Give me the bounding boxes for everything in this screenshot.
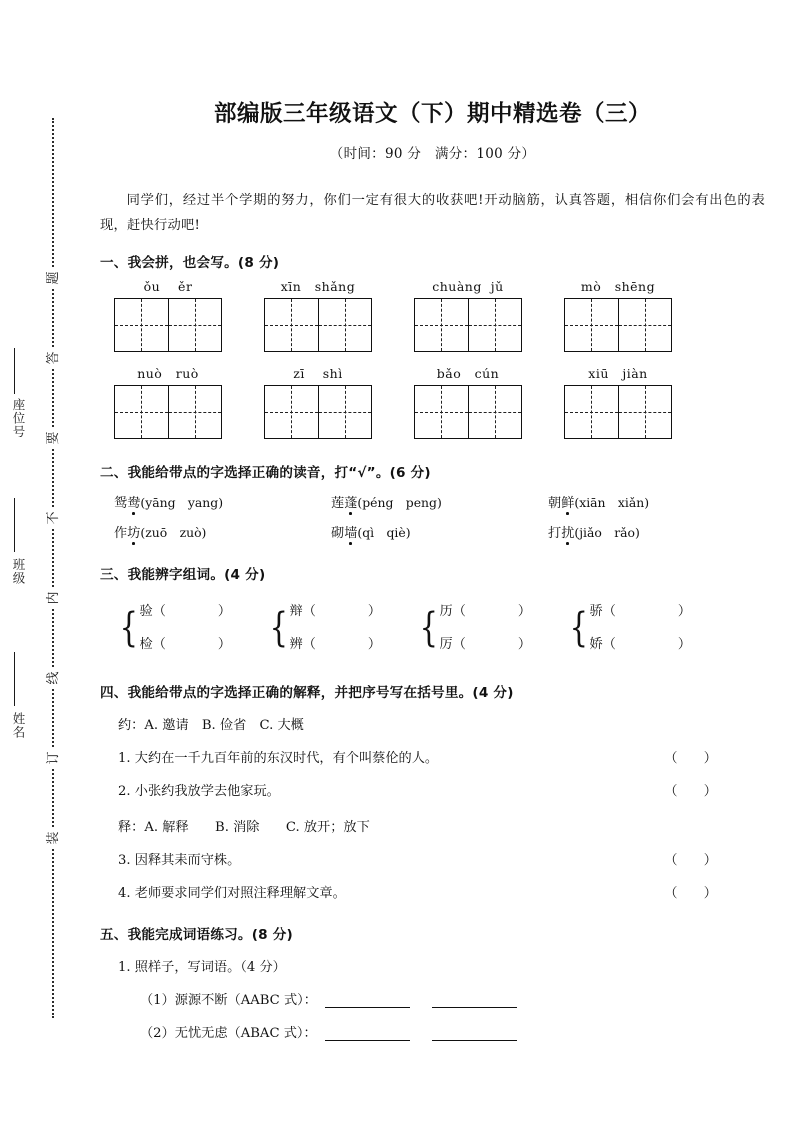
tianzi-grid[interactable] [114, 385, 222, 439]
seal-char-0: 题 [44, 268, 64, 288]
field-rule-name [14, 652, 15, 706]
word-prefix: 作 [114, 526, 128, 541]
brace-line[interactable] [139, 628, 231, 661]
pron-choice-item[interactable] [548, 522, 765, 541]
section-1-heading: 一、我会拼，也会写。(8 分) [100, 255, 280, 271]
brace-line[interactable] [139, 595, 231, 628]
brace-group [266, 595, 416, 661]
field-rule-seat-number [14, 348, 15, 394]
seal-char-1: 答 [44, 348, 64, 368]
pron-choice-item[interactable] [114, 492, 331, 511]
brace-line[interactable] [589, 595, 691, 628]
section-5-sub-1: 1. 照样子，写词语。（4 分） [118, 960, 286, 975]
brace-icon: { [569, 605, 588, 651]
pinyin-row-2 [100, 366, 765, 439]
pinyin-group [114, 279, 222, 352]
question-text: 3. 因释其耒而守株。 [118, 853, 241, 868]
paren-close: ） [217, 637, 232, 652]
char-label: 厉（ [439, 637, 466, 652]
paren-close: ） [517, 637, 532, 652]
tianzi-cell[interactable] [468, 386, 521, 438]
tianzi-cell[interactable] [415, 386, 468, 438]
tianzi-cell[interactable] [115, 299, 168, 351]
brace-line[interactable] [439, 595, 531, 628]
exam-meta-subtitle: （时间：90 分 满分：100 分） [329, 146, 536, 162]
seal-margin [0, 0, 78, 1122]
pinyin-group [414, 279, 522, 352]
brace-line[interactable] [289, 595, 381, 628]
field-label-name: 姓名 [11, 712, 26, 739]
pron-options: (zuō zuò) [140, 525, 207, 540]
pinyin-text: mò shēng [580, 279, 656, 294]
word-prefix: 朝 [548, 496, 562, 511]
seal-char-6: 订 [44, 748, 64, 768]
pinyin-text: chuàng jǔ [432, 279, 504, 294]
char-label: 历（ [439, 604, 466, 619]
paren-close: ） [367, 604, 382, 619]
brace-group [116, 595, 266, 661]
answer-blank[interactable] [325, 993, 410, 1008]
question-text: 4. 老师要求同学们对照注释理解文章。 [118, 886, 346, 901]
pron-options: (yāng yang) [140, 495, 224, 510]
word-prefix: 莲 [331, 496, 345, 511]
pinyin-text: nuò ruò [137, 366, 199, 381]
page-title: 部编版三年级语文（下）期中精选卷（三） [213, 101, 651, 127]
brace-group [566, 595, 716, 661]
seal-dotted-line [52, 118, 54, 1018]
pron-choice-item[interactable] [548, 492, 765, 511]
brace-line[interactable] [439, 628, 531, 661]
tianzi-grid[interactable] [264, 385, 372, 439]
char-label: 检（ [139, 637, 166, 652]
brace-line[interactable] [289, 628, 381, 661]
dotted-char: 墙 [344, 522, 357, 541]
pron-options: (xiān xiǎn) [574, 495, 650, 510]
tianzi-cell[interactable] [168, 299, 221, 351]
pinyin-text: zī shì [293, 366, 343, 381]
dotted-char: 鸯 [127, 492, 140, 511]
field-label-seat-number: 座位号 [11, 398, 26, 439]
tianzi-cell[interactable] [115, 386, 168, 438]
seal-char-7: 装 [44, 828, 64, 848]
brace-line[interactable] [589, 628, 691, 661]
answer-blank[interactable] [432, 993, 517, 1008]
tianzi-cell[interactable] [618, 386, 671, 438]
word-pattern-label: （1）源源不断（AABC 式）： [140, 993, 317, 1008]
tianzi-grid[interactable] [264, 298, 372, 352]
pron-choice-item[interactable] [331, 522, 548, 541]
brace-group [416, 595, 566, 661]
answer-paren[interactable]: （ ） [664, 751, 717, 766]
meaning-options-shi: 释：A. 解释 B. 消除 C. 放开；放下 [118, 820, 370, 835]
question-row [100, 882, 765, 901]
tianzi-cell[interactable] [318, 299, 371, 351]
pinyin-group [264, 366, 372, 439]
section-4-heading: 四、我能给带点的字选择正确的解释，并把序号写在括号里。(4 分) [100, 685, 514, 701]
char-label: 娇（ [589, 637, 616, 652]
section-5-heading: 五、我能完成词语练习。(8 分) [100, 927, 293, 943]
char-label: 辨（ [289, 637, 316, 652]
seal-char-2: 要 [44, 428, 64, 448]
question-row [100, 780, 765, 799]
question-row [100, 747, 765, 766]
intro-paragraph: 同学们，经过半个学期的努力，你们一定有很大的收获吧!开动脑筋，认真答题，相信你们会有出色的表现，赶快行动吧! [100, 193, 765, 233]
tianzi-grid[interactable] [114, 298, 222, 352]
dotted-char: 扰 [561, 522, 574, 541]
paren-close: ） [367, 637, 382, 652]
question-text: 1. 大约在一千九百年前的东汉时代，有个叫蔡伦的人。 [118, 751, 439, 766]
paren-close: ） [677, 637, 692, 652]
field-label-class: 班级 [11, 558, 26, 585]
char-discrimination-row [100, 595, 765, 661]
tianzi-grid[interactable] [564, 298, 672, 352]
paren-close: ） [517, 604, 532, 619]
pron-choice-row-1 [100, 492, 765, 511]
tianzi-cell[interactable] [618, 299, 671, 351]
section-2-heading: 二、我能给带点的字选择正确的读音，打“√”。(6 分) [100, 465, 431, 481]
tianzi-cell[interactable] [265, 386, 318, 438]
dotted-char: 鲜 [561, 492, 574, 511]
dotted-char: 坊 [127, 522, 140, 541]
seal-char-3: 不 [44, 508, 64, 528]
pron-choice-row-2 [100, 522, 765, 541]
pinyin-text: bǎo cún [436, 366, 500, 381]
pinyin-group [264, 279, 372, 352]
seal-char-5: 线 [44, 668, 64, 688]
pinyin-group [114, 366, 222, 439]
pinyin-group [564, 366, 672, 439]
exam-sheet [78, 0, 793, 1122]
answer-paren[interactable]: （ ） [664, 886, 717, 901]
pinyin-text: xiū jiàn [588, 366, 648, 381]
brace-icon: { [269, 605, 288, 651]
tianzi-cell[interactable] [168, 386, 221, 438]
word-prefix: 打 [548, 526, 562, 541]
pinyin-group [414, 366, 522, 439]
tianzi-cell[interactable] [318, 386, 371, 438]
tianzi-grid[interactable] [414, 385, 522, 439]
char-label: 骄（ [589, 604, 616, 619]
word-prefix: 鸳 [114, 496, 128, 511]
pinyin-group [564, 279, 672, 352]
pron-choice-item[interactable] [331, 492, 548, 511]
pron-options: (qì qiè) [357, 525, 411, 540]
brace-icon: { [119, 605, 138, 651]
question-row [100, 849, 765, 868]
pinyin-text: ǒu ěr [143, 279, 193, 294]
word-pattern-item-2 [100, 1022, 765, 1041]
tianzi-cell[interactable] [468, 299, 521, 351]
paren-close: ） [677, 604, 692, 619]
tianzi-cell[interactable] [265, 299, 318, 351]
char-label: 辩（ [289, 604, 316, 619]
pinyin-row-1 [100, 279, 765, 352]
pron-options: (jiǎo rǎo) [574, 525, 640, 540]
answer-paren[interactable]: （ ） [664, 784, 717, 799]
answer-blank[interactable] [325, 1026, 410, 1041]
tianzi-grid[interactable] [414, 298, 522, 352]
section-3-heading: 三、我能辨字组词。(4 分) [100, 567, 266, 583]
pron-choice-item[interactable] [114, 522, 331, 541]
word-pattern-item-1 [100, 989, 765, 1008]
dotted-char: 蓬 [344, 492, 357, 511]
tianzi-cell[interactable] [415, 299, 468, 351]
brace-icon: { [419, 605, 438, 651]
meaning-options-yue: 约：A. 邀请 B. 俭省 C. 大概 [118, 718, 304, 733]
pinyin-text: xīn shǎng [280, 279, 356, 294]
tianzi-cell[interactable] [565, 299, 618, 351]
word-pattern-label: （2）无忧无虑（ABAC 式）： [140, 1026, 317, 1041]
seal-char-4: 内 [44, 588, 64, 608]
field-rule-class [14, 498, 15, 552]
pron-options: (péng peng) [357, 495, 442, 510]
tianzi-grid[interactable] [564, 385, 672, 439]
paren-close: ） [217, 604, 232, 619]
question-text: 2. 小张约我放学去他家玩。 [118, 784, 280, 799]
char-label: 验（ [139, 604, 166, 619]
word-prefix: 砌 [331, 526, 345, 541]
answer-blank[interactable] [432, 1026, 517, 1041]
answer-paren[interactable]: （ ） [664, 853, 717, 868]
tianzi-cell[interactable] [565, 386, 618, 438]
